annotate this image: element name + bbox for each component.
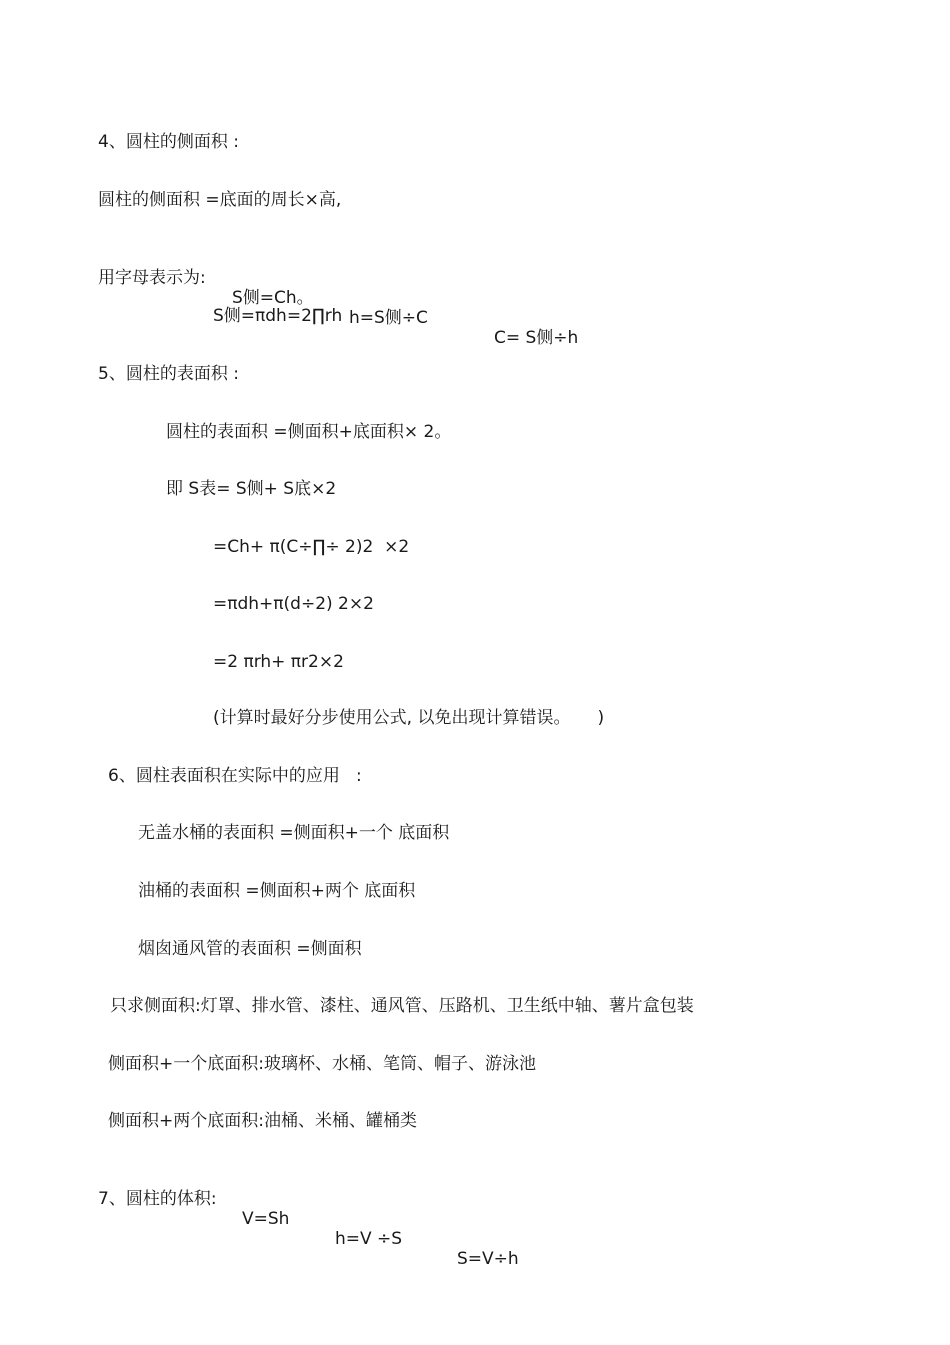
- application-item-bucket: 无盖水桶的表面积 =侧面积+一个 底面积: [138, 823, 450, 843]
- example-lateral-only: 只求侧面积:灯罩、排水管、漆柱、通风管、压路机、卫生纸中轴、薯片盒包装: [110, 996, 694, 1016]
- example-two-bases: 侧面积+两个底面积:油桶、米桶、罐桶类: [108, 1111, 417, 1131]
- example-one-base: 侧面积+一个底面积:玻璃杯、水桶、笔筒、帽子、游泳池: [108, 1054, 536, 1074]
- volume-base-formula: S=V÷h: [457, 1249, 519, 1269]
- lateral-area-definition: 圆柱的侧面积 =底面的周长×高,: [98, 190, 342, 210]
- section-7-row: [98, 1169, 519, 1269]
- section-5-heading: 5、圆柱的表面积 :: [98, 364, 239, 384]
- surface-area-step-3: =πdh+π(d÷2) 2×2: [213, 594, 374, 614]
- application-item-oil-drum: 油桶的表面积 =侧面积+两个 底面积: [138, 881, 416, 901]
- section-6-heading: 6、圆柱表面积在实际中的应用 :: [108, 766, 362, 786]
- lateral-area-formula-diameter: S侧=πdh=2∏rh: [213, 306, 343, 326]
- formula-circumference: C= S侧÷h: [494, 328, 579, 348]
- formula-label: 用字母表示为:: [98, 268, 206, 288]
- application-item-chimney: 烟囱通风管的表面积 =侧面积: [138, 939, 362, 959]
- surface-area-definition: 圆柱的表面积 =侧面积+底面积× 2。: [166, 422, 452, 442]
- volume-formula: V=Sh: [242, 1209, 290, 1229]
- formula-lateral-area: S侧=Ch。: [232, 288, 314, 308]
- formula-height: h=S侧÷C: [349, 308, 428, 328]
- surface-area-step-4: =2 πrh+ πr2×2: [213, 652, 344, 672]
- surface-area-step-2: =Ch+ π(C÷∏÷ 2)2 ×2: [213, 537, 410, 557]
- calculation-note: (计算时最好分步使用公式, 以免出现计算错误。 ): [213, 708, 605, 728]
- section-4-heading: 4、圆柱的侧面积 :: [98, 132, 239, 152]
- surface-area-step-1: 即 S表= S侧+ S底×2: [166, 479, 337, 499]
- section-7-heading: 7、圆柱的体积:: [98, 1189, 217, 1209]
- volume-height-formula: h=V ÷S: [335, 1229, 403, 1249]
